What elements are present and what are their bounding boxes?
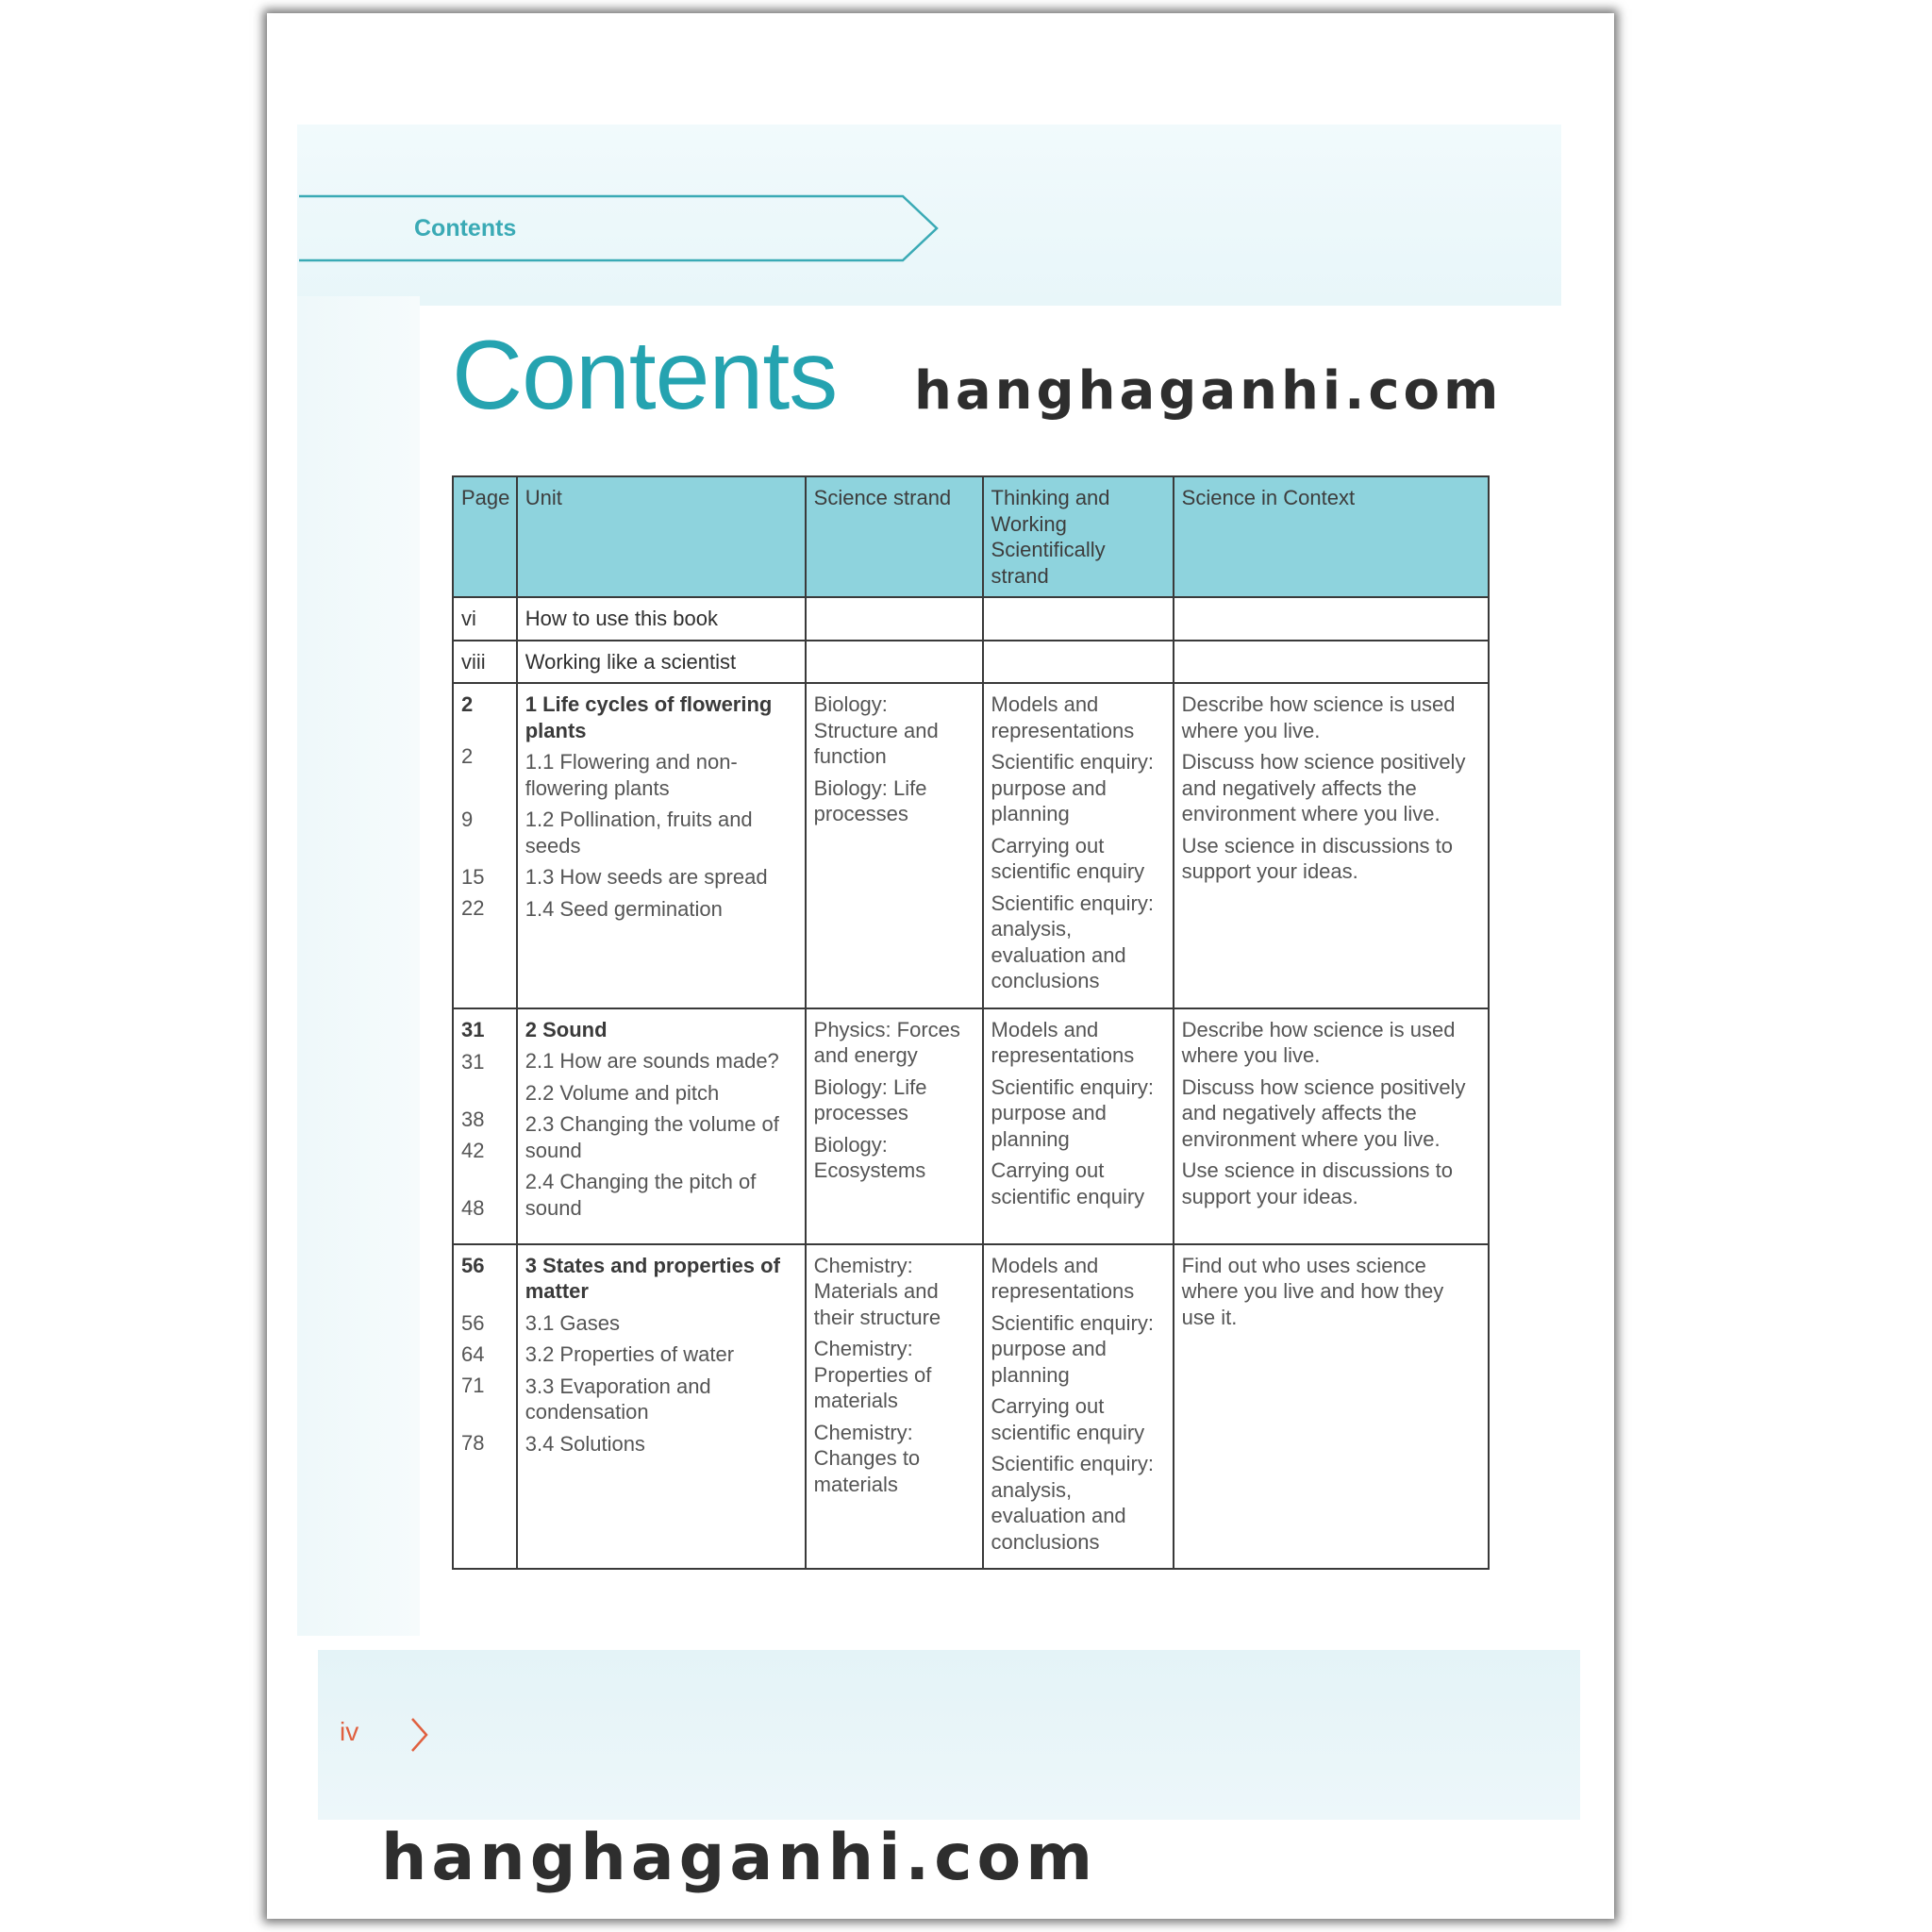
lesson-title: 1.4 Seed germination [525,896,723,921]
header-thinking-working: Thinking and Working Scientifically strand [983,476,1174,597]
row-page: vi [453,597,517,641]
row-unit: How to use this book [517,597,806,641]
sic-column [1174,683,1489,1008]
twa-item: Carrying out scientific enquiry [991,1158,1145,1208]
table-row [453,641,1489,684]
unit-page: 2 [461,692,474,716]
strand-column [806,1244,983,1570]
section-tab [299,179,959,264]
page-column [453,683,517,1008]
twa-item: Models and representations [991,1253,1135,1303]
lesson-page: 56 [461,1310,485,1335]
unit-column [517,683,806,1008]
unit-page: 56 [461,1253,485,1277]
header-science-strand: Science strand [806,476,983,597]
lesson-page: 2 [461,744,474,768]
strand-item: Biology: Ecosystems [813,1132,926,1182]
header-unit: Unit [517,476,806,597]
row-page: viii [453,641,517,684]
empty-cell [806,641,983,684]
sic-item: Describe how science is used where you live. [1181,692,1456,742]
empty-cell [1174,641,1489,684]
page-column [453,1244,517,1570]
strand-item: Biology: Structure and function [813,692,939,768]
strand-item: Biology: Life processes [813,775,927,825]
strand-item: Chemistry: Changes to materials [813,1420,921,1496]
twa-item: Scientific enquiry: purpose and planning [991,750,1154,825]
tab-outline-icon [299,179,959,264]
page-column [453,1008,517,1244]
twa-item: Models and representations [991,1017,1135,1067]
twa-item: Carrying out scientific enquiry [991,1394,1145,1444]
empty-cell [1174,597,1489,641]
lesson-title: 2.1 How are sounds made? [525,1049,779,1073]
sic-item: Discuss how science positively and negatively affects the environment where you live. [1181,750,1466,825]
table-row [453,597,1489,641]
lesson-page: 38 [461,1107,485,1131]
twa-column [983,1244,1174,1570]
section-tab-label: Contents [414,215,517,242]
lesson-page: 48 [461,1195,485,1220]
lesson-title: 2.3 Changing the volume of sound [525,1112,779,1162]
table-header-row [453,476,1489,597]
twa-item: Scientific enquiry: analysis, evaluation and conclusions [991,891,1154,992]
lesson-page: 22 [461,896,485,920]
twa-item: Models and representations [991,692,1135,742]
unit-column [517,1008,806,1244]
left-tint [297,296,420,1636]
lesson-title: 1.1 Flowering and non-flowering plants [525,750,738,800]
contents-table [452,475,1490,1570]
lesson-page: 31 [461,1049,485,1074]
empty-cell [983,597,1174,641]
strand-item: Chemistry: Materials and their structure [813,1253,941,1329]
twa-item: Scientific enquiry: purpose and planning [991,1074,1154,1151]
strand-column [806,683,983,1008]
chevron-right-icon [408,1716,431,1754]
lesson-title: 3.3 Evaporation and condensation [525,1374,711,1424]
page-title: Contents [452,321,838,430]
unit-title: 3 States and properties of matter [525,1253,780,1303]
sic-item: Find out who uses science where you live and how they use it. [1181,1253,1444,1329]
lesson-title: 3.2 Properties of water [525,1342,735,1366]
sic-item: Use science in discussions to support your ideas. [1181,833,1454,883]
unit-group-row [453,1008,1489,1244]
lesson-title: 1.3 How seeds are spread [525,865,768,889]
lesson-page: 42 [461,1138,485,1162]
book-page [267,13,1614,1919]
footer-tint [318,1650,1580,1820]
lesson-page: 71 [461,1373,485,1397]
page-number: iv [340,1717,359,1746]
unit-group-row [453,683,1489,1008]
sic-item: Use science in discussions to support your ideas. [1181,1158,1454,1208]
twa-item: Scientific enquiry: purpose and planning [991,1310,1154,1387]
twa-column [983,1008,1174,1244]
lesson-title: 3.1 Gases [525,1310,621,1335]
lesson-title: 2.2 Volume and pitch [525,1080,720,1105]
twa-item: Scientific enquiry: analysis, evaluation and conclusions [991,1452,1154,1554]
sic-column [1174,1008,1489,1244]
twa-column [983,683,1174,1008]
strand-item: Biology: Life processes [813,1074,927,1124]
strand-item: Physics: Forces and energy [813,1017,960,1067]
lesson-title: 3.4 Solutions [525,1431,645,1456]
unit-group-row [453,1244,1489,1570]
watermark-top: hanghaganhi.com [914,360,1503,422]
empty-cell [983,641,1174,684]
unit-title: 2 Sound [525,1017,608,1041]
unit-column [517,1244,806,1570]
lesson-page: 9 [461,808,474,831]
sic-column [1174,1244,1489,1570]
lesson-page: 15 [461,865,485,889]
empty-cell [806,597,983,641]
header-science-in-context: Science in Context [1174,476,1489,597]
sic-item: Describe how science is used where you live. [1181,1017,1456,1067]
lesson-title: 1.2 Pollination, fruits and seeds [525,808,753,858]
strand-column [806,1008,983,1244]
watermark-bottom: hanghaganhi.com [381,1821,1098,1895]
lesson-page: 64 [461,1341,485,1366]
lesson-page: 78 [461,1430,485,1455]
unit-page: 31 [461,1017,485,1041]
unit-title: 1 Life cycles of flowering plants [525,692,773,742]
header-page: Page [453,476,517,597]
sic-item: Discuss how science positively and negatively affects the environment where you live. [1181,1074,1466,1151]
lesson-title: 2.4 Changing the pitch of sound [525,1170,757,1220]
twa-item: Carrying out scientific enquiry [991,833,1145,883]
row-unit: Working like a scientist [517,641,806,684]
strand-item: Chemistry: Properties of materials [813,1337,932,1412]
